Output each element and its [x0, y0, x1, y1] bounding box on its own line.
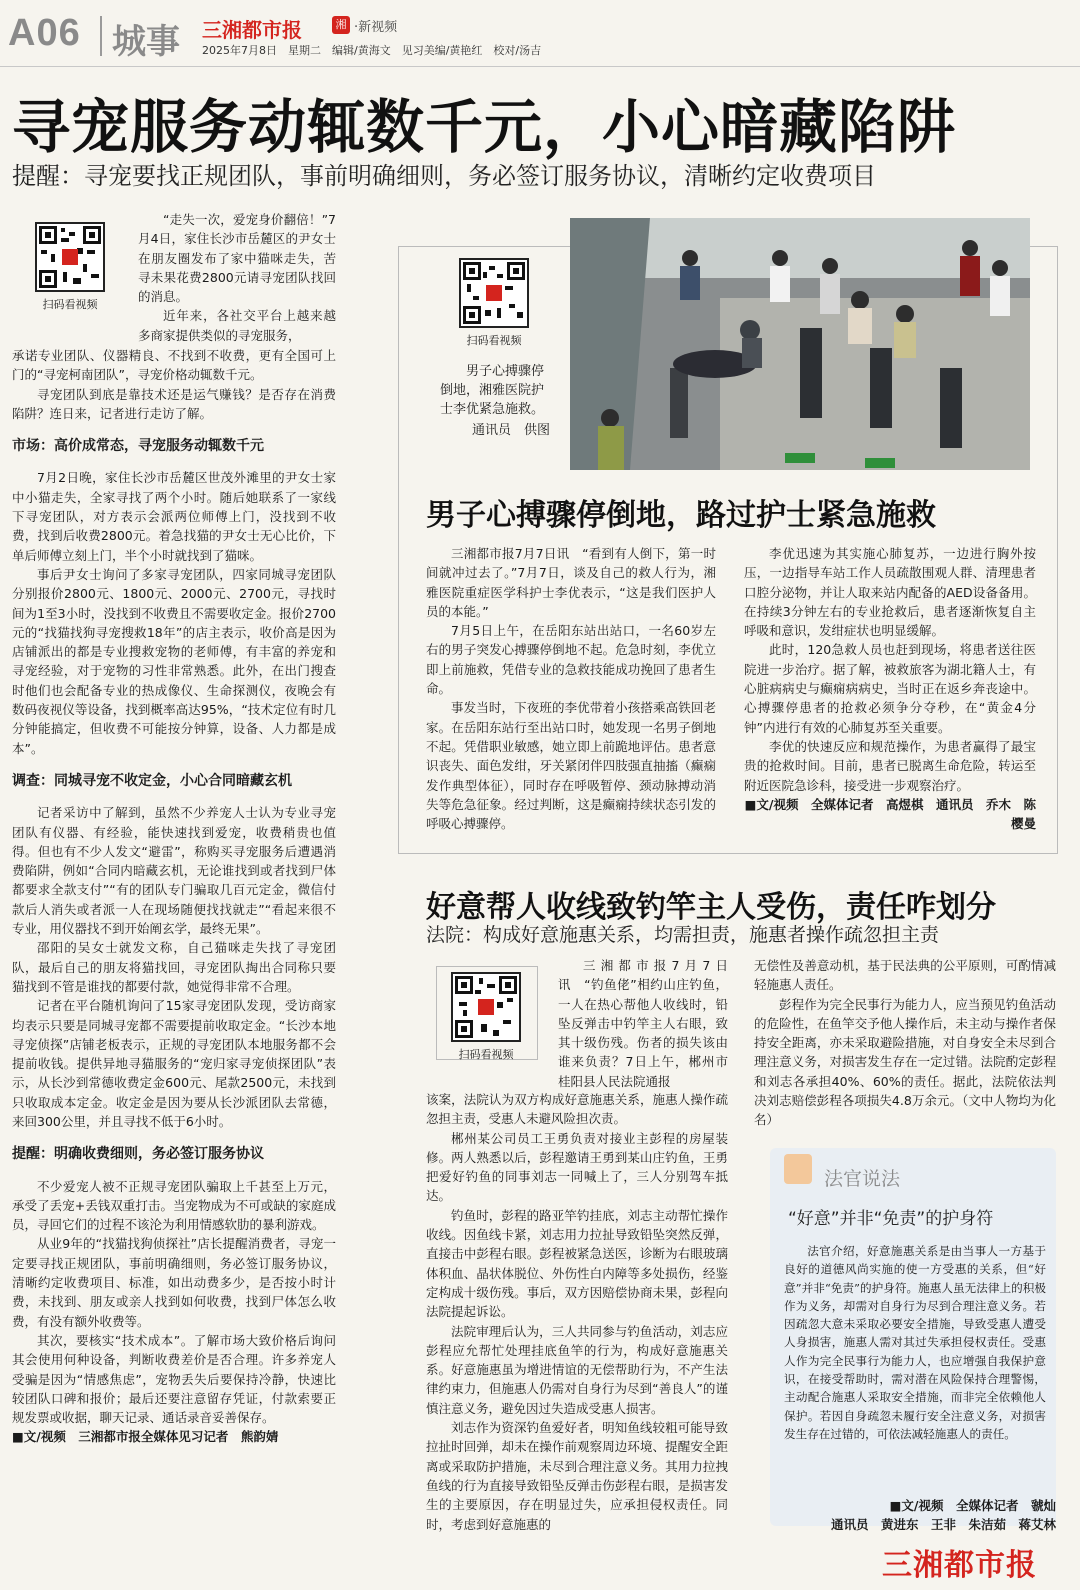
- paragraph: 7月2日晚，家住长沙市岳麓区世茂外滩里的尹女士家中小猫走失，全家寻找了两个小时。随后她联系了一家线下寻宠团队，对方表示会派两位师傅上门，没找到不收费，找到后收费2800元。着急找猫的尹女士无心比价，下单后师傅立刻上门，半个小时就找到了猫咪。: [12, 470, 336, 563]
- nurse-col-1: [426, 544, 716, 833]
- fishing-subhead: 法院：构成好意施惠关系，均需担责，施惠者操作疏忽担主责: [426, 924, 940, 946]
- section-heading: 调查：同城寻宠不收定金，小心合同暗藏玄机: [12, 772, 292, 789]
- paragraph: 李优迅速为其实施心肺复苏，一边进行胸外按压，一边指导车站工作人员疏散围观人群、清理患者口腔分泌物，并让人取来站内配备的AED设备备用。在持续3分钟左右的专业抢救后，患者逐渐恢复自主呼吸和意识，发绀症状也明显缓解。: [744, 546, 1036, 639]
- fishing-col-1: [426, 1090, 728, 1560]
- paragraph: 无偿性及善意动机，基于民法典的公平原则，可酌情减轻施惠人责任。: [754, 958, 1056, 993]
- photo-credit: 通讯员 供图: [471, 423, 550, 438]
- paragraph: 法官介绍，好意施惠关系是由当事人一方基于良好的道德风尚实施的使一方受惠的关系，但“好意”并非“免责”的护身符。施惠人虽无法律上的积极作为义务，却需对自身行为尽到合理注意义务。若因疏忽大意未采取必要安全措施，导致受惠人遭受人身损害，施惠人需对其过失承担侵权责任。受惠人作为完全民事行为能力人，也应增强自我保护意识，在接受帮助时，需对潜在风险保持合理警惕，主动配合施惠人采取安全措施，而非完全依赖他人保护。若因自身疏忽未履行安全注意义务，对损害发生存在过错的，可依法减轻施惠人的责任。: [784, 1244, 1046, 1441]
- paragraph: 郴州某公司员工王勇负责对接业主彭程的房屋装修。两人熟悉以后，彭程邀请王勇到某山庄钓鱼，王勇把爱好钓鱼的同事刘志一同喊上了，三人分别驾车抵达。: [426, 1130, 728, 1204]
- paragraph: 记者在平台随机询问了15家寻宠团队发现，受访商家均表示只要是同城寻宠都不需要提前收取定金。“长沙本地寻宠侦探”店铺老板表示，正规的寻宠团队本地服务都不会提前收钱。提供异地寻猫服务的“宠归家寻宠侦探团队”表示，从长沙到常德收费定金600元、尾款2500元，未找到只收取成本定金。收定金是因为要从长沙派团队去常德，来回300公里，并且寻找不低于6小时。: [12, 998, 336, 1129]
- section-heading: 提醒：明确收费细则，务必签订服务协议: [12, 1146, 264, 1163]
- paragraph: 三湘都市报7月7日讯 “看到有人倒下，第一时间就冲过去了。”7月7日，谈及自己的救人行为，湘雅医院重症医学科护士李优表示，“这是我们医护人员的本能。”: [426, 546, 716, 619]
- paragraph: 钓鱼时，彭程的路亚竿钓挂底，刘志主动帮忙操作收线。因鱼线卡紧，刘志用力拉扯导致铅坠突然反弹，直接击中彭程右眼。彭程被紧急送医，诊断为右眼玻璃体积血、晶状体脱位、外伤性白内障等多处损伤，经鉴定构成十级伤残。事后，双方因赔偿协商未果，彭程向法院提起诉讼。: [426, 1207, 728, 1320]
- masthead-divider: [100, 16, 102, 56]
- paragraph: “走失一次，爱宠身价翻倍！”7月4日，家住长沙市岳麓区的尹女士在朋友圈发布了家中猫咪走失，苦寻未果花费2800元请寻宠团队找回的消息。: [138, 212, 336, 305]
- paragraph: 事后尹女士询问了多家寻宠团队，四家同城寻宠团队分别报价2800元、1800元、2000元、2700元，寻找时间为1至3小时，没找到不收费且不需要收定金。报价2700元的“找猫找狗寻宠搜救18年”的店主表示，收价高是因为店铺派出的都是专业搜救宠物的老师傅，有丰富的养宠和寻宠经验，对于宠物的习性非常熟悉。此外，在出门搜查时他们也会配备专业的热成像仪、生命探测仪，夜晚会有数码夜视仪等设备，找到概率高达95%，“技术定位有时几分钟能搞定，但收费不可能按分钟算，设备、人力都是成本”。: [12, 566, 336, 756]
- paragraph: 彭程作为完全民事行为能力人，应当预见钓鱼活动的危险性，在鱼竿交予他人操作后，未主动与操作者保持安全距离，亦未采取避险措施，对自身安全未尽到合理注意义务，对损害发生存在一定过错。法院酌定彭程和刘志各承担40%、60%的责任。据此，法院依法判决刘志赔偿彭程各项损失4.8万余元。（文中人物均为化名）: [754, 996, 1056, 1128]
- paragraph: 承诺专业团队、仪器精良、不找到不收费，更有全国可上门的“寻宠柯南团队”，寻宠价格动辄数千元。: [12, 348, 336, 383]
- lead-headline: 寻宠服务动辄数千元，小心暗藏陷阱: [12, 93, 957, 161]
- fishing-byline: [780, 1496, 1056, 1534]
- paragraph: 事发当时，下夜班的李优带着小孩搭乘高铁回老家。在岳阳东站行至出站口时，她发现一名男子倒地不起。凭借职业敏感，她立即上前跪地评估。患者意识丧失、面色发绀，牙关紧闭伴四肢强直抽搐（癫痫发作典型体征），同时存在呼吸暂停、颈动脉搏动消失等危急征象。经过判断，这是癫痫持续状态引发的呼吸心搏骤停。: [426, 700, 716, 832]
- paragraph: 此时，120急救人员也赶到现场，将患者送往医院进一步治疗。据了解，被救旅客为湖北籍人士，有心脏病病史与癫痫病病史，当时正在返乡奔丧途中。心搏骤停患者的抢救必须争分夺秒，在“黄金4分钟”内进行有效的心肺复苏至关重要。: [744, 642, 1036, 735]
- masthead-rule: [0, 66, 1080, 67]
- photo-caption-text: 男子心搏骤停倒地，湘雅医院护士李优紧急施救。: [440, 364, 545, 417]
- footer-brand-logo: 三湘都市报: [882, 1548, 1037, 1583]
- paragraph: 近年来，各社交平台上越来越多商家提供类似的寻宠服务，: [138, 308, 336, 343]
- paragraph: 三湘都市报7月7日讯 “钓鱼佬”相约山庄钓鱼，一人在热心帮他人收线时，铅坠反弹击中钓竿主人右眼，致其十级伤残。伤者的损失该由谁来负责？7日上午，郴州市桂阳县人民法院通报: [558, 958, 728, 1089]
- lead-intro-narrow: [138, 210, 336, 345]
- page-number: A06: [8, 12, 81, 54]
- photo-caption: [440, 362, 550, 440]
- dateline: 2025年7月8日 星期二 编辑/黄海文 见习美编/黄艳红 校对/汤吉: [202, 44, 542, 57]
- qr-label: 扫码看视频: [42, 298, 98, 311]
- paragraph: 该案，法院认为双方构成好意施惠关系，施惠人操作疏忽担主责，受惠人未避风险担次责。: [426, 1092, 728, 1127]
- judge-note-title: 法官说法: [824, 1168, 901, 1190]
- paragraph: 7月5日上午，在岳阳东站出站口，一名60岁左右的男子突发心搏骤停倒地不起。危急时刻，李优立即上前施救，凭借专业的急救技能成功挽回了患者生命。: [426, 623, 716, 697]
- paragraph: 邵阳的吴女士就发文称，自己猫咪走失找了寻宠团队，最后自己的朋友将猫找回，寻宠团队掏出合同称只要猫找到不管是谁找的都要付款，她觉得非常不合理。: [12, 940, 336, 994]
- byline-line: ■文/视频 全媒体记者 虢灿: [889, 1498, 1056, 1513]
- speech-bubble-icon: [784, 1154, 812, 1184]
- lead-body: [12, 346, 336, 1558]
- nurse-qr-block[interactable]: [446, 258, 542, 348]
- fishing-col-2: [754, 956, 1056, 1130]
- judge-note-text: [784, 1242, 1046, 1443]
- judge-note-box: [770, 1148, 1056, 1526]
- paragraph: 寻宠团队到底是靠技术还是运气赚钱？是否存在消费陷阱？连日来，记者进行走访了解。: [12, 386, 336, 421]
- paragraph: 李优的快速反应和规范操作，为患者赢得了最宝贵的抢救时间。目前，患者已脱离生命危险，转运至附近医院急诊科，接受进一步观察治疗。: [744, 738, 1036, 793]
- qr-label: 扫码看视频: [458, 1048, 514, 1061]
- qr-label: 扫码看视频: [466, 334, 522, 347]
- fishing-intro-narrow: [558, 956, 728, 1091]
- video-suffix: ·新视频: [354, 20, 398, 35]
- station-rescue-photo: [570, 218, 1030, 470]
- byline: ■文/视频 三湘都市报全媒体见习记者 熊韵婧: [12, 1429, 279, 1445]
- judge-note-subtitle: “好意”并非“免责”的护身符: [788, 1209, 994, 1229]
- lead-subhead: 提醒：寻宠要找正规团队，事前明确细则，务必签订服务协议，清晰约定收费项目: [12, 162, 876, 190]
- paper-logo: 三湘都市报: [202, 18, 302, 42]
- paragraph: 其次，要核实“技术成本”。了解市场大致价格后询问其会使用何种设备，判断收费差价是否合理。许多养宠人受骗是因为“情感焦虑”，宠物丢失后要保持冷静，快速比较团队口碑和报价；最后还要注意留存凭证，付款索要正规发票或收据，聊天记录、通话录音妥善保存。: [12, 1332, 336, 1426]
- paragraph: 法院审理后认为，三人共同参与钓鱼活动，刘志应彭程应允帮忙处理挂底鱼竿的行为，构成好意施惠关系。好意施惠虽为增进情谊的无偿帮助行为，不产生法律约束力，但施惠人仍需对自身行为尽到“善良人”的谨慎注意义务，避免因过失造成受惠人损害。: [426, 1323, 728, 1416]
- paragraph: 记者采访中了解到，虽然不少养宠人士认为专业寻宠团队有仪器、有经验，能快速找到爱宠，收费稍贵也值得。但也有不少人发文“避雷”，称购买寻宠服务后遭遇消费陷阱，例如“合同内暗藏玄机，无论谁找到或者找到尸体都要求全款支付”“有的团队专门骗取几百元定金，微信付款后人消失或者派一人在现场随便找找就走”“看起来很不专业，用仪器找不到开始阐玄学，最终无果”。: [12, 805, 336, 937]
- paragraph: 从业9年的“找猫找狗侦探社”店长提醒消费者，寻宠一定要寻找正规团队，事前明确细则，务必签订服务协议，清晰约定收费项目、标准，如出动费多少，是否按小时计费，未找到、朋友或亲人找到如何收费，找到尸体怎么收费，有没有额外收费等。: [12, 1236, 336, 1329]
- qr-code-icon[interactable]: [35, 222, 105, 292]
- lead-qr-block[interactable]: [22, 222, 118, 312]
- byline-line: 通讯员 黄进东 王非 朱洁茹 蒋艾林: [830, 1517, 1056, 1532]
- video-badge-icon: 湘: [332, 16, 350, 34]
- section-heading: 市场：高价成常态，寻宠服务动辄数千元: [12, 438, 264, 455]
- fishing-qr-block[interactable]: [438, 972, 534, 1062]
- fishing-headline: 好意帮人收线致钓竿主人受伤，责任咋划分: [426, 890, 996, 925]
- section-name: 城事: [112, 22, 180, 62]
- paragraph: 不少爱宠人被不正规寻宠团队骗取上千甚至上万元，承受了丢宠+丢钱双重打击。当宠物成为不可或缺的家庭成员，寻回它们的过程不该沦为利用情感软肋的暴利游戏。: [12, 1178, 336, 1233]
- nurse-col-2: [744, 544, 1036, 833]
- byline: ■文/视频 全媒体记者 高煜棋 通讯员 乔木 陈樱曼: [744, 796, 1036, 832]
- nurse-headline: 男子心搏骤停倒地，路过护士紧急施救: [426, 498, 936, 533]
- paragraph: 刘志作为资深钓鱼爱好者，明知鱼线较粗可能导致拉扯时回弹，却未在操作前观察周边环境、提醒安全距离或采取防护措施，未尽到合理注意义务。其用力拉拽鱼线的行为直接导致铅坠反弹击伤彭程右眼，是损害发生的主要原因，存在明显过失，应承担侵权责任。同时，考虑到好意施惠的: [426, 1420, 728, 1532]
- qr-code-icon[interactable]: [459, 258, 529, 328]
- qr-code-icon[interactable]: [451, 972, 521, 1042]
